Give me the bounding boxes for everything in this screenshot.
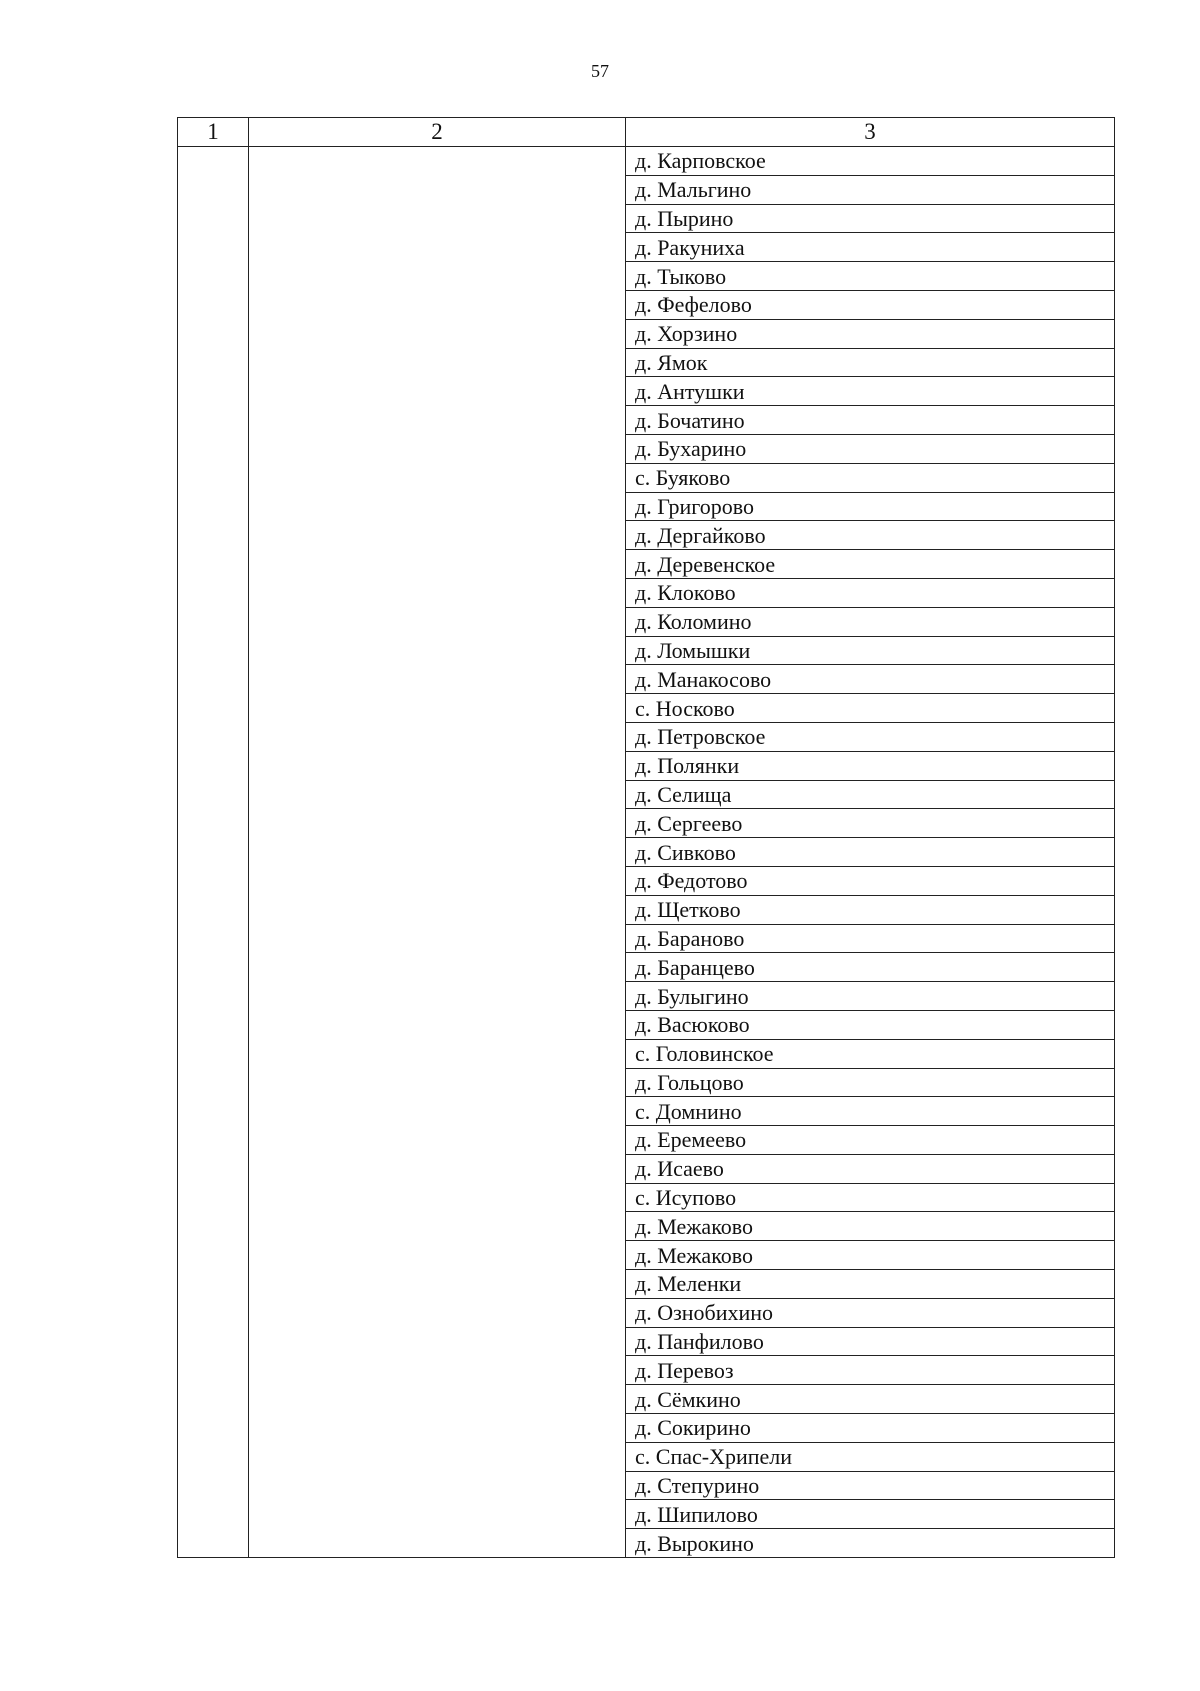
- settlement-name-cell: с. Носково: [626, 694, 1115, 723]
- settlement-name-cell: с. Головинское: [626, 1039, 1115, 1068]
- header-row: [178, 118, 1115, 147]
- settlement-name-cell: д. Полянки: [626, 751, 1115, 780]
- settlement-name-cell: д. Перевоз: [626, 1356, 1115, 1385]
- settlement-name-cell: д. Сокирино: [626, 1414, 1115, 1443]
- settlement-name-cell: д. Тыково: [626, 262, 1115, 291]
- settlement-name-cell: д. Еремеево: [626, 1126, 1115, 1155]
- settlement-name-cell: д. Деревенское: [626, 550, 1115, 579]
- settlement-name-cell: д. Ямок: [626, 348, 1115, 377]
- settlement-name-cell: д. Бараново: [626, 924, 1115, 953]
- settlement-name-cell: д. Гольцово: [626, 1068, 1115, 1097]
- settlement-name-cell: д. Хорзино: [626, 319, 1115, 348]
- settlement-name-cell: д. Ознобихино: [626, 1298, 1115, 1327]
- header-col-2: 2: [249, 118, 626, 147]
- settlement-name-cell: д. Пырино: [626, 204, 1115, 233]
- settlement-name-cell: с. Исупово: [626, 1183, 1115, 1212]
- settlement-name-cell: д. Панфилово: [626, 1327, 1115, 1356]
- settlement-name-cell: д. Шипилово: [626, 1500, 1115, 1529]
- settlement-name-cell: д. Селища: [626, 780, 1115, 809]
- header-col-3: 3: [626, 118, 1115, 147]
- settlement-name-cell: с. Домнино: [626, 1097, 1115, 1126]
- settlement-name-cell: д. Межаково: [626, 1241, 1115, 1270]
- settlements-table: [177, 117, 1115, 1558]
- settlement-name-cell: д. Сёмкино: [626, 1385, 1115, 1414]
- settlement-name-cell: д. Карповское: [626, 147, 1115, 176]
- column-2-cell: [249, 147, 626, 1558]
- settlement-name-cell: д. Мальгино: [626, 175, 1115, 204]
- settlement-name-cell: д. Федотово: [626, 866, 1115, 895]
- settlement-name-cell: д. Васюково: [626, 1010, 1115, 1039]
- settlement-name-cell: д. Ломышки: [626, 636, 1115, 665]
- settlement-name-cell: д. Коломино: [626, 607, 1115, 636]
- settlement-name-cell: с. Буяково: [626, 463, 1115, 492]
- settlement-name-cell: д. Клоково: [626, 578, 1115, 607]
- settlement-name-cell: д. Петровское: [626, 722, 1115, 751]
- settlement-name-cell: д. Меленки: [626, 1270, 1115, 1299]
- header-col-1: 1: [178, 118, 249, 147]
- settlement-name-cell: д. Манакосово: [626, 665, 1115, 694]
- settlement-name-cell: д. Степурино: [626, 1471, 1115, 1500]
- settlement-name-cell: с. Спас-Хрипели: [626, 1442, 1115, 1471]
- settlement-name-cell: д. Ракуниха: [626, 233, 1115, 262]
- settlement-name-cell: д. Сивково: [626, 838, 1115, 867]
- table-row: [178, 147, 1115, 176]
- page-number: 57: [591, 61, 609, 81]
- settlement-name-cell: д. Баранцево: [626, 953, 1115, 982]
- table-body: [178, 147, 1115, 1558]
- settlement-name-cell: д. Фефелово: [626, 290, 1115, 319]
- settlement-name-cell: д. Бочатино: [626, 406, 1115, 435]
- column-1-cell: [178, 147, 249, 1558]
- settlement-name-cell: д. Бухарино: [626, 434, 1115, 463]
- settlement-name-cell: д. Дергайково: [626, 521, 1115, 550]
- settlement-name-cell: д. Григорово: [626, 492, 1115, 521]
- settlement-name-cell: д. Сергеево: [626, 809, 1115, 838]
- settlement-name-cell: д. Межаково: [626, 1212, 1115, 1241]
- settlement-name-cell: д. Исаево: [626, 1154, 1115, 1183]
- settlement-name-cell: д. Антушки: [626, 377, 1115, 406]
- settlement-name-cell: д. Щетково: [626, 895, 1115, 924]
- settlement-name-cell: д. Вырокино: [626, 1529, 1115, 1558]
- settlement-name-cell: д. Булыгино: [626, 982, 1115, 1011]
